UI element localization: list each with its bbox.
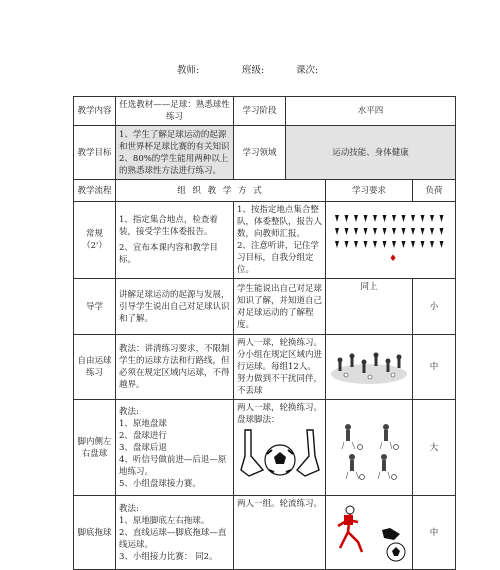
- inside-foot-student-2: 盘球脚法：: [237, 415, 280, 425]
- domain-value: 运动技能、身体健康: [286, 126, 456, 180]
- routine-student-1: 1、按指定地点集合整队，体委整队，报告人数，向教师汇报。: [237, 205, 323, 239]
- sole-item: 2、直线运球—脚底拖球—直线运球。: [119, 527, 227, 550]
- student-marker-icon: [430, 215, 434, 222]
- inside-foot-item: 3、盘球后退: [119, 442, 167, 453]
- student-marker-icon: [373, 228, 377, 235]
- student-marker-icon: [411, 241, 415, 248]
- label-goals: 教学目标: [74, 126, 116, 180]
- student-marker-icon: [354, 215, 358, 222]
- stage-value: 水平四: [286, 97, 456, 126]
- student-marker-icon: [335, 241, 339, 248]
- student-marker-icon: [392, 228, 396, 235]
- label-routine: 常规（2'）: [74, 202, 116, 279]
- student-marker-icon: [420, 215, 424, 222]
- row-guide: [74, 279, 456, 335]
- student-marker-icon: [439, 228, 443, 235]
- routine-teacher-2: 2、宣布本课内容和教学目标。: [119, 243, 218, 265]
- goal-1: 1、学生了解足球运动的起源和世界杯足球比赛的有关知识: [119, 129, 230, 152]
- row-dribble: [74, 335, 456, 400]
- label-domain: 学习领域: [234, 126, 286, 180]
- guide-student: 学生能说出自己对足球知识了解，并知道自己对足球运动的了解程度。: [234, 279, 326, 335]
- student-marker-icon: [382, 215, 386, 222]
- inside-foot-head: 教法:: [119, 406, 139, 417]
- period-label: 课次:: [296, 65, 319, 76]
- student-marker-icon: [411, 215, 415, 222]
- dribble-players-image: [326, 335, 413, 400]
- student-marker-icon: [354, 241, 358, 248]
- label-content: 教学内容: [74, 97, 116, 126]
- sole-item: 3、小组接力比赛： 同2。: [119, 551, 218, 562]
- label-stage: 学习阶段: [234, 97, 286, 126]
- goal-2: 2、80%的学生能用两种以上的熟悉球性方法进行练习。: [119, 153, 229, 176]
- student-marker-icon: [439, 215, 443, 222]
- row-sole: [74, 496, 456, 570]
- student-marker-icon: [363, 228, 367, 235]
- student-marker-icon: [392, 215, 396, 222]
- inside-foot-load: 大: [413, 400, 456, 496]
- row-routine: [74, 202, 456, 279]
- guide-teacher: 讲解足球运动的起源与发展，引导学生说出自己对足球认识和了解。: [116, 279, 234, 335]
- content-value: 任选教材——足球：熟悉球性练习: [116, 97, 234, 126]
- players-group-icon: [328, 342, 410, 392]
- formation-icon: [329, 211, 453, 269]
- inside-foot-item: 2、盘球进行: [119, 430, 167, 441]
- label-load: 负荷: [413, 180, 456, 202]
- inside-foot-item: 5、小组盘球接力赛。: [119, 478, 201, 489]
- student-marker-icon: [382, 228, 386, 235]
- label-flow: 教学流程: [74, 180, 116, 202]
- label-organization: 组 织 教 学 方 式: [116, 180, 326, 202]
- inside-foot-players-image: [326, 400, 413, 496]
- sole-load: 中: [413, 496, 456, 570]
- sole-student: 两人一组。轮流练习。: [234, 496, 326, 570]
- routine-teacher: [116, 202, 234, 279]
- student-marker-icon: [373, 241, 377, 248]
- student-marker-icon: [363, 215, 367, 222]
- label-sole: 脚底拖球: [74, 496, 116, 570]
- guide-organization: 同上: [326, 279, 413, 335]
- row-inside-foot: [74, 400, 456, 496]
- sole-head: 教法:: [119, 503, 139, 514]
- student-marker-icon: [344, 215, 348, 222]
- student-marker-icon: [401, 215, 405, 222]
- sole-image: [326, 496, 413, 570]
- teacher-label: 教师:: [177, 65, 200, 76]
- student-marker-icon: [411, 228, 415, 235]
- inside-foot-item: 1、原地盘球: [119, 418, 167, 429]
- student-marker-icon: [430, 241, 434, 248]
- goals-value: [116, 126, 234, 180]
- student-marker-icon: [354, 228, 358, 235]
- student-marker-icon: [420, 228, 424, 235]
- formation-diagram: [326, 202, 456, 279]
- sole-item: 1、原地脚底左右拖球。: [119, 515, 210, 526]
- student-marker-icon: [382, 241, 386, 248]
- routine-student-2: 2、注意听讲，记住学习目标，自我分组定位。: [237, 241, 319, 275]
- dribbling-players-icon: [328, 413, 410, 483]
- inside-foot-student: [234, 400, 326, 496]
- lesson-plan-table: [73, 96, 456, 570]
- student-marker-icon: [401, 241, 405, 248]
- guide-load: 小: [413, 279, 456, 335]
- student-marker-icon: [344, 241, 348, 248]
- row-flow-header: [74, 180, 456, 202]
- dribble-student: 两人一球，轮换练习。分小组在规定区域内进行运球。每组12人。努力做到不干扰同伴，不丢球: [234, 335, 326, 400]
- label-guide: 导学: [74, 279, 116, 335]
- routine-student: [234, 202, 326, 279]
- student-marker-icon: [335, 228, 339, 235]
- lesson-header: [0, 62, 500, 76]
- student-marker-icon: [335, 215, 339, 222]
- inside-foot-item: 4、听信号做前进—后退—原地练习。: [119, 454, 227, 477]
- row-content: [74, 97, 456, 126]
- label-inside-foot: 脚内侧左右盘球: [74, 400, 116, 496]
- student-marker-icon: [439, 241, 443, 248]
- inside-foot-student-1: 两人一球，轮换练习。: [237, 403, 323, 413]
- inside-foot-teacher: [116, 400, 234, 496]
- student-marker-icon: [430, 228, 434, 235]
- row-goals: [74, 126, 456, 180]
- label-dribble: 自由运球练习: [74, 335, 116, 400]
- student-marker-icon: [373, 215, 377, 222]
- routine-teacher-1: 1、指定集合地点，检查着装，接受学生体委报告。: [119, 215, 218, 237]
- boots-and-ball-icon: [237, 426, 323, 482]
- player-kicking-icon: [328, 500, 410, 566]
- sole-teacher: [116, 496, 234, 570]
- student-marker-icon: [392, 241, 396, 248]
- student-marker-icon: [420, 241, 424, 248]
- dribble-load: 中: [413, 335, 456, 400]
- student-marker-icon: [363, 241, 367, 248]
- label-requirements: 学习要求: [326, 180, 413, 202]
- student-marker-icon: [344, 228, 348, 235]
- class-label: 班级:: [242, 65, 265, 76]
- dribble-teacher: 教法：讲清练习要求，不限制学生的运球方法和行路线，但必须在规定区域内运球，不得越界。: [116, 335, 234, 400]
- svg-text:♦: ♦: [388, 254, 397, 264]
- student-marker-icon: [401, 228, 405, 235]
